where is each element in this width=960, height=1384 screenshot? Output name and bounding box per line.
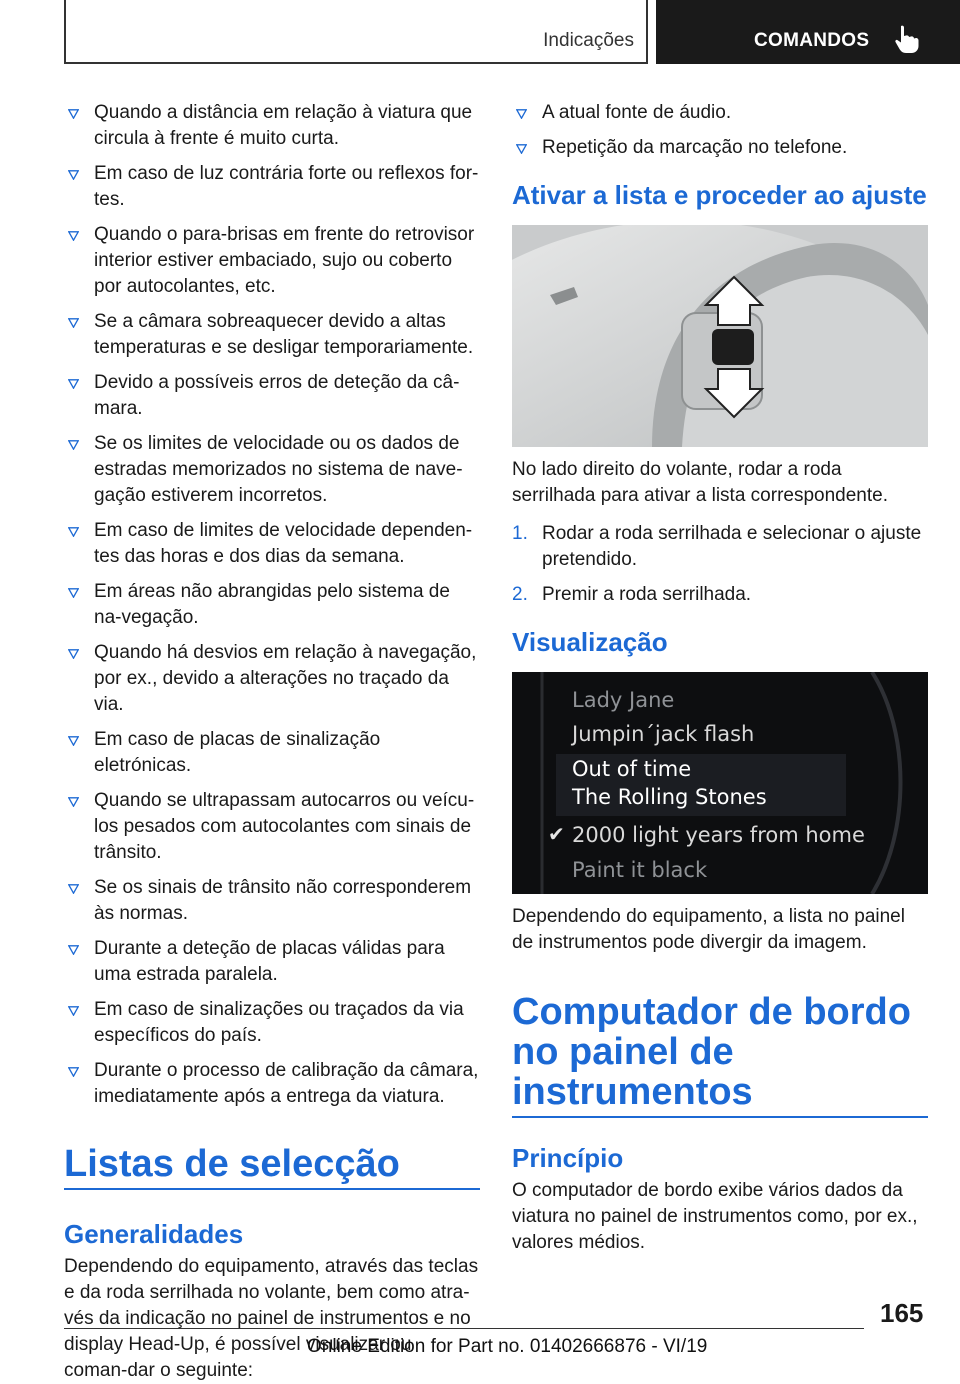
list-item <box>64 997 480 1049</box>
cluster-list-item: Jumpin´jack flash <box>572 722 755 746</box>
bullet-triangle-icon <box>68 440 79 450</box>
list-item-text: Se a câmara sobreaquecer devido a altas temperaturas e se desligar temporariamente. <box>94 311 474 358</box>
list-item-text: Quando há desvios em relação à navegação, por ex., devido a alterações no traçado da via. <box>94 642 477 715</box>
step-item <box>512 582 928 608</box>
left-column <box>64 100 480 1384</box>
list-item-text: Quando a distância em relação à viatura que circula à frente é muito curta. <box>94 102 473 149</box>
list-item <box>64 161 480 213</box>
subtitle-activate-list: Ativar a lista e proceder ao ajuste <box>512 180 927 210</box>
cluster-list-item: 2000 light years from home <box>572 823 865 847</box>
steering-wheel-thumbwheel-image <box>512 225 928 447</box>
subtitle-display: Visualização <box>512 627 668 657</box>
bullet-triangle-icon <box>68 884 79 894</box>
list-item-text: Devido a possíveis erros de deteção da câ-mara. <box>94 372 460 419</box>
cluster-list-item-selected: Out of time <box>572 757 692 781</box>
right-column <box>512 100 928 1256</box>
bullet-triangle-icon <box>68 231 79 241</box>
bullet-triangle-icon <box>68 109 79 119</box>
list-item-text: Se os sinais de trânsito não corresponderem às normas. <box>94 877 472 924</box>
bullet-triangle-icon <box>68 1067 79 1077</box>
list-item <box>64 788 480 866</box>
list-item <box>64 1058 480 1110</box>
bullet-triangle-icon <box>68 170 79 180</box>
selection-items-list <box>512 100 928 161</box>
list-item <box>64 309 480 361</box>
activate-paragraph: No lado direito do volante, rodar a roda serrilhada para ativar a lista correspondente. <box>512 459 888 506</box>
bullet-triangle-icon <box>68 649 79 659</box>
list-item-text: Em caso de luz contrária forte ou reflexos for-tes. <box>94 163 479 210</box>
principle-paragraph: O computador de bordo exibe vários dados da viatura no painel de instrumentos como, por ex., valores médios. <box>512 1180 918 1253</box>
list-item-text: Quando o para-brisas em frente do retrovisor interior estiver embaciado, sujo ou coberto por autocolantes, etc. <box>94 224 475 297</box>
bullet-triangle-icon <box>68 1006 79 1016</box>
bullet-triangle-icon <box>68 736 79 746</box>
subtitle-general: Generalidades <box>64 1219 244 1249</box>
list-item <box>64 518 480 570</box>
list-item-text: Quando se ultrapassam autocarros ou veícu-los pesados com autocolantes com sinais de trânsito. <box>94 790 475 863</box>
section-title-selection-lists: Listas de selecção <box>64 1143 400 1185</box>
header-section-title: Indicações <box>543 30 634 51</box>
list-item-text: A atual fonte de áudio. <box>542 102 732 123</box>
header-section-box <box>64 0 648 64</box>
checkmark-icon: ✔ <box>548 824 565 846</box>
list-item <box>64 875 480 927</box>
list-item <box>64 222 480 300</box>
bullet-triangle-icon <box>68 527 79 537</box>
list-item-text: Em caso de limites de velocidade dependen-tes das horas e dos dias da semana. <box>94 520 473 567</box>
bullet-triangle-icon <box>68 797 79 807</box>
list-item-text: Durante a deteção de placas válidas para uma estrada paralela. <box>94 938 445 985</box>
footer-rule <box>64 1328 864 1329</box>
bullet-triangle-icon <box>516 109 527 119</box>
list-item-text: Durante o processo de calibração da câmara, imediatamente após a entrega da viatura. <box>94 1060 479 1107</box>
step-item <box>512 521 928 573</box>
list-item <box>64 727 480 779</box>
cluster-list-item-artist: The Rolling Stones <box>572 785 767 809</box>
bullet-triangle-icon <box>68 379 79 389</box>
bullet-triangle-icon <box>68 945 79 955</box>
list-item <box>64 936 480 988</box>
list-item-text: Em áreas não abrangidas pelo sistema de na-vegação. <box>94 581 450 628</box>
edition-label: Online Edition for Part no. 01402666876 - VI/19 <box>307 1336 708 1357</box>
activation-steps <box>512 521 928 608</box>
step-text: Premir a roda serrilhada. <box>542 584 752 605</box>
page-number: 165 <box>880 1298 924 1328</box>
list-item <box>64 579 480 631</box>
pointing-hand-icon <box>894 24 920 54</box>
header-chapter-box <box>656 0 960 64</box>
list-item <box>64 431 480 509</box>
subtitle-principle: Princípio <box>512 1143 624 1173</box>
section-title-onboard-computer: Computador de bordo no painel de instrumentos <box>512 991 911 1113</box>
step-number: 1. <box>512 523 528 544</box>
cluster-list-item: Lady Jane <box>572 688 675 712</box>
list-item <box>64 640 480 718</box>
display-paragraph: Dependendo do equipamento, a lista no painel de instrumentos pode divergir da imagem. <box>512 906 905 953</box>
list-item-text: Em caso de placas de sinalização eletrónicas. <box>94 729 381 776</box>
section-rule <box>64 1188 480 1190</box>
general-paragraph: Dependendo do equipamento, através das teclas e da roda serrilhada no volante, bem como atra-vés da indicação no painel de instrumentos e no display Head-Up, é possível visualizar ou coman-dar o seguinte: <box>64 1256 479 1381</box>
list-item-text: Repetição da marcação no telefone. <box>542 137 848 158</box>
step-text: Rodar a roda serrilhada e selecionar o ajuste pretendido. <box>542 523 922 570</box>
list-item-text: Se os limites de velocidade ou os dados de estradas memorizados no sistema de nave-gação estiverem incorretos. <box>94 433 463 506</box>
cluster-list-item: Paint it black <box>572 858 708 882</box>
header-chapter-title: COMANDOS <box>754 30 870 51</box>
bullet-triangle-icon <box>68 318 79 328</box>
list-item <box>64 100 480 152</box>
list-item <box>64 370 480 422</box>
list-item-text: Em caso de sinalizações ou traçados da via específicos do país. <box>94 999 464 1046</box>
list-item <box>512 135 928 161</box>
bullet-triangle-icon <box>68 588 79 598</box>
list-item <box>512 100 928 126</box>
detection-limitations-list <box>64 100 480 1110</box>
step-number: 2. <box>512 584 528 605</box>
section-rule <box>512 1116 928 1118</box>
instrument-cluster-list-image <box>512 672 928 894</box>
bullet-triangle-icon <box>516 144 527 154</box>
